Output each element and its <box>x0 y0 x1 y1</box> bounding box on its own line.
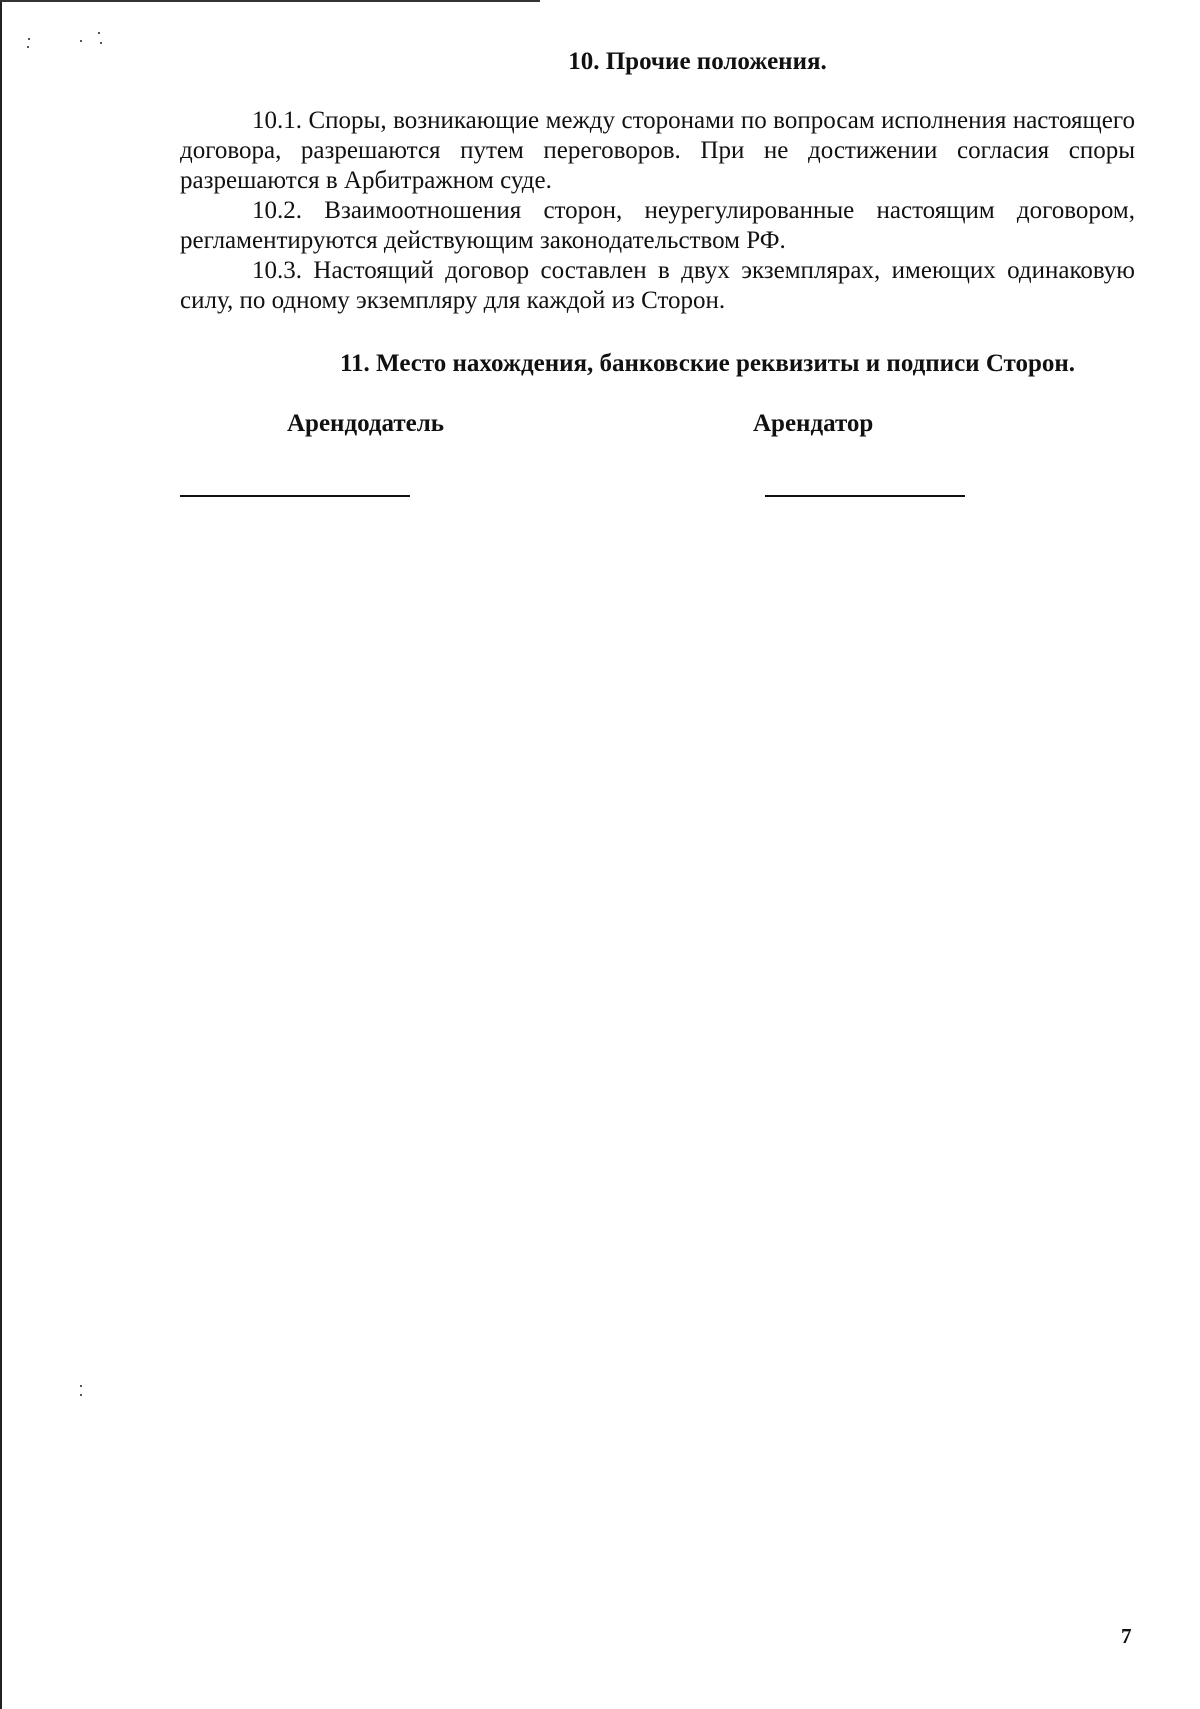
tenant-label: Арендатор <box>753 410 874 437</box>
landlord-label: Арендодатель <box>287 410 445 437</box>
scan-speck <box>100 42 102 44</box>
scan-speck <box>28 38 30 40</box>
scan-edge-left <box>0 0 2 1709</box>
scan-edge-top <box>0 0 540 2</box>
scan-speck <box>27 46 29 48</box>
clause-10-1: 10.1. Споры, возникающие между сторонами по вопросам исполнения настоящего договора, разрешаются путем переговоров. При не достижении согласия споры разрешаются в Арбитражном суде. <box>180 107 1135 194</box>
page-number: 7 <box>1121 1624 1132 1648</box>
section-11-title: 11. Место нахождения, банковские реквизиты и подписи Сторон. <box>339 350 1076 377</box>
scan-speck <box>80 1394 82 1396</box>
scan-speck <box>80 1385 82 1387</box>
tenant-signature-line <box>765 495 965 497</box>
section-10-clauses <box>180 106 1135 316</box>
scan-speck <box>98 32 100 34</box>
clause-10-2: 10.2. Взаимоотношения сторон, неурегулированные настоящим договором, регламентируются действующим законодательством РФ. <box>180 197 1135 254</box>
landlord-signature-line <box>180 495 410 497</box>
section-10-title: 10. Прочие положения. <box>568 48 827 75</box>
scan-speck <box>80 40 82 42</box>
clause-10-3: 10.3. Настоящий договор составлен в двух экземплярах, имеющих одинаковую силу, по одному экземпляру для каждой из Сторон. <box>180 257 1135 314</box>
